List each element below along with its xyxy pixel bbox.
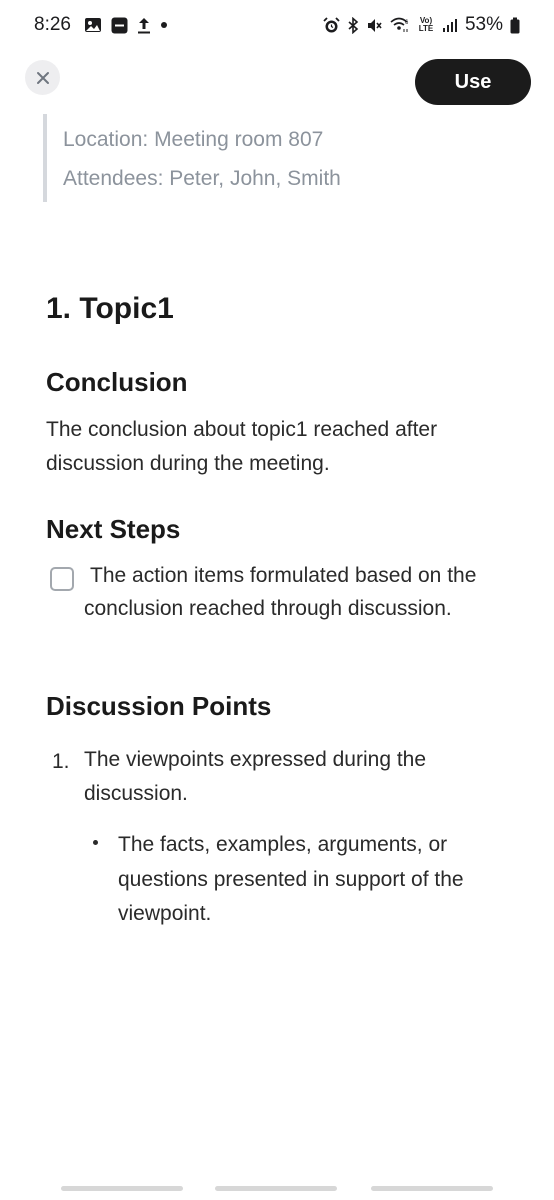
use-button[interactable]: Use (415, 59, 531, 105)
wifi-icon (390, 17, 410, 33)
next-step-item: The action items formulated based on the conclusion reached through discussion. (84, 564, 477, 620)
bluetooth-icon (347, 17, 359, 34)
status-left (34, 14, 168, 36)
upload-icon (137, 17, 151, 34)
status-right (323, 14, 520, 36)
alarm-icon (323, 17, 340, 34)
nav-home-button[interactable] (215, 1186, 337, 1191)
close-icon (36, 71, 50, 85)
battery-icon (510, 17, 520, 34)
status-time: 8:26 (34, 14, 71, 35)
close-button[interactable] (25, 60, 60, 95)
nav-recents-button[interactable] (61, 1186, 183, 1191)
location-text: Location: Meeting room 807 (63, 128, 324, 151)
minus-square-icon (111, 17, 128, 34)
discussion-heading: Discussion Points (46, 691, 272, 721)
nav-back-button[interactable] (371, 1186, 493, 1191)
svg-text:6: 6 (404, 20, 409, 26)
discussion-number: 1. (52, 750, 70, 773)
dot-icon (160, 21, 168, 29)
discussion-subpoint: The facts, examples, arguments, or questions presented in support of the viewpoint. (118, 833, 464, 925)
bullet-dot (93, 840, 98, 845)
conclusion-text: The conclusion about topic1 reached after discussion during the meeting. (46, 418, 438, 475)
next-steps-heading: Next Steps (46, 514, 181, 544)
conclusion-heading: Conclusion (46, 367, 188, 397)
network-label: Vo) LTE (418, 16, 434, 33)
meeting-info-quote (43, 114, 507, 202)
discussion-point: The viewpoints expressed during the discussion. (84, 748, 427, 805)
status-bar (0, 0, 554, 52)
attendees-text: Attendees: Peter, John, Smith (63, 167, 341, 190)
battery-percent: 53% (464, 14, 503, 35)
next-step-checkbox[interactable] (50, 567, 74, 591)
signal-icon (442, 17, 458, 33)
image-icon (84, 17, 102, 33)
topic-title: 1. Topic1 (46, 292, 174, 325)
mute-icon (366, 17, 383, 34)
